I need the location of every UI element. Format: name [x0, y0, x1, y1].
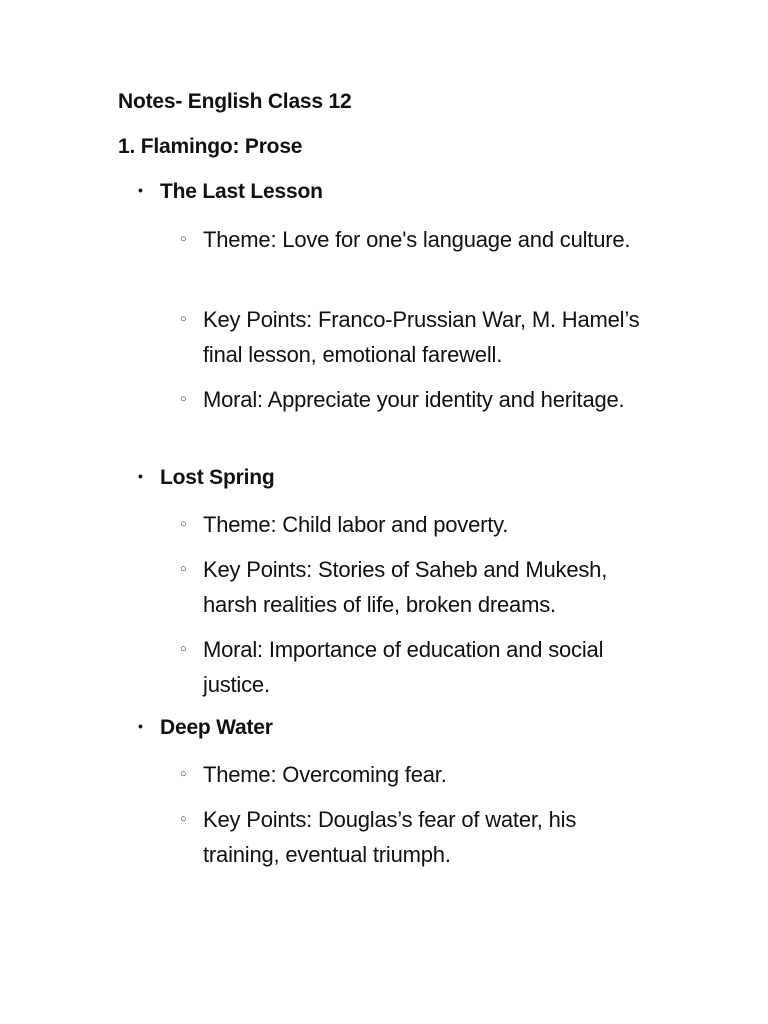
bullet-icon: •: [138, 468, 143, 484]
list-item: [180, 552, 650, 622]
chapter-title: The Last Lesson: [160, 180, 323, 203]
circle-bullet-icon: ○: [180, 518, 187, 530]
circle-bullet-icon: ○: [180, 813, 187, 825]
list-item: [180, 757, 650, 792]
point-text: Theme: Love for one's language and culture.: [203, 227, 631, 252]
bullet-icon: •: [138, 182, 143, 198]
chapter-title: Lost Spring: [160, 466, 275, 489]
circle-bullet-icon: ○: [180, 233, 187, 245]
circle-bullet-icon: ○: [180, 563, 187, 575]
list-item: [180, 302, 650, 372]
list-item: [180, 222, 650, 257]
list-item: [180, 632, 650, 702]
circle-bullet-icon: ○: [180, 393, 187, 405]
circle-bullet-icon: ○: [180, 643, 187, 655]
bullet-icon: •: [138, 718, 143, 734]
point-text: Moral: Importance of education and social justice.: [203, 637, 604, 697]
chapter-item: [138, 716, 273, 740]
document-title: Notes- English Class 12: [118, 90, 352, 113]
point-text: Theme: Child labor and poverty.: [203, 512, 509, 537]
point-text: Theme: Overcoming fear.: [203, 762, 447, 787]
point-text: Key Points: Franco-Prussian War, M. Hamel’s final lesson, emotional farewell.: [203, 307, 640, 367]
point-text: Key Points: Stories of Saheb and Mukesh, harsh realities of life, broken dreams.: [203, 557, 608, 617]
chapter-title: Deep Water: [160, 716, 273, 739]
section-heading: 1. Flamingo: Prose: [118, 135, 303, 158]
list-item: [180, 507, 650, 542]
point-text: Key Points: Douglas’s fear of water, his training, eventual triumph.: [203, 807, 577, 867]
chapter-item: [138, 180, 323, 204]
circle-bullet-icon: ○: [180, 313, 187, 325]
list-item: [180, 802, 650, 872]
circle-bullet-icon: ○: [180, 768, 187, 780]
point-text: Moral: Appreciate your identity and heritage.: [203, 387, 625, 412]
list-item: [180, 382, 650, 417]
chapter-item: [138, 466, 274, 490]
